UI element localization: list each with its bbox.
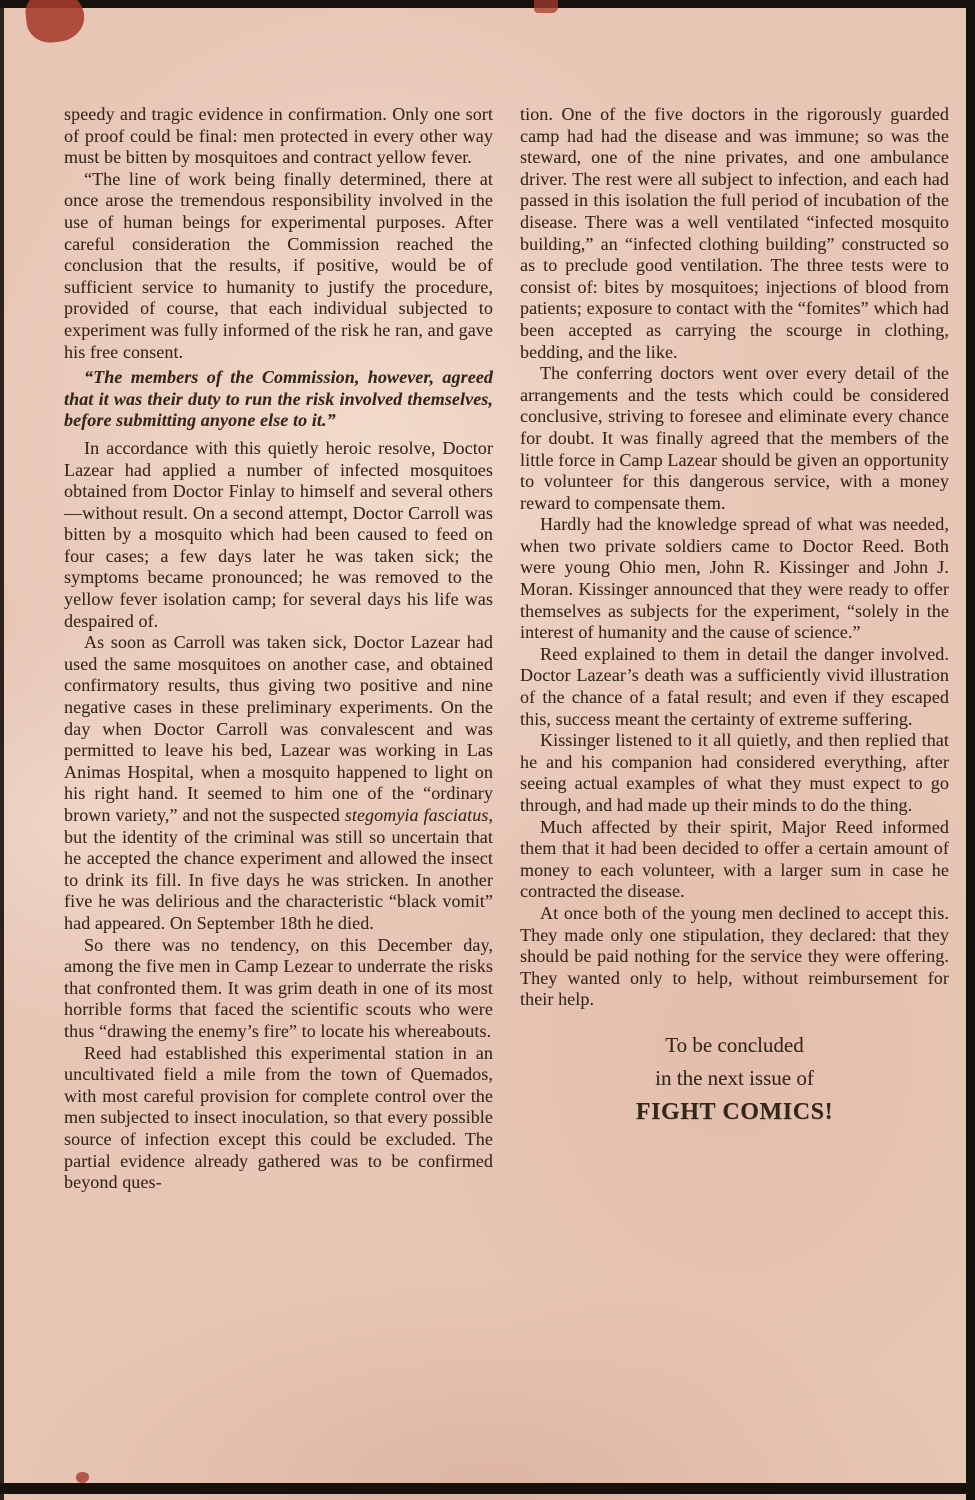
paragraph: Reed explained to them in detail the danger involved. Doctor Lazear’s death was a sufficiently vivid illustration of the chance of a fatal result; and even if they escaped this, success meant the certainty of extreme suffering.	[520, 643, 949, 729]
paragraph: tion. One of the five doctors in the rigorously guarded camp had had the disease and was immune; so was the steward, one of the nine privates, and one ambulance driver. The rest were all subject to infection, and each had passed in this isolation the full period of incubation of the disease. There was a well ventilated “infected mosquito building,” an “infected clothing building” constructed so as to preclude good ventilation. The three tests were to consist of: bites by mosquitoes; injections of blood from patients; exposure to contact with the “fomites” which had been accepted as carrying the scourge in clothing, bedding, and the like.	[520, 104, 949, 362]
paragraph: The conferring doctors went over every detail of the arrangements and the tests which could be considered conclusive, striving to foresee and eliminate every chance for doubt. It was finally agreed that the members of the little force in Camp Lazear should be given an opportunity to volunteer for this dangerous service, with a money reward to compensate them.	[520, 363, 949, 513]
paragraph: speedy and tragic evidence in confirmation. Only one sort of proof could be final: men protected in every other way must be bitten by mosquitoes and contract yellow fever.	[64, 104, 493, 168]
right-paragraphs	[520, 104, 949, 1011]
paragraph: In accordance with this quietly heroic resolve, Doctor Lazear had applied a number of infected mosquitoes obtained from Doctor Finlay to himself and several others—without result. On a second attempt, Doctor Carroll was bitten by a mosquito which had been caused to feed on four cases; a few days later he was taken sick; the symptoms became pronounced; he was removed to the yellow fever isolation camp; for several days his life was despaired of.	[64, 437, 493, 631]
text-segment: , but the identity of the criminal was still so uncertain that he accepted the chance experiment and allowed the insect to drink its fill. In five days he was stricken. In another five he was delirious and the characteristic “black vomit” had appeared. On September 18th he died.	[64, 805, 494, 933]
paragraph: Much affected by their spirit, Major Reed informed them that it had been decided to offer a certain amount of money to each volunteer, with a larger sum in case he contracted the disease.	[520, 816, 949, 902]
ink-smudge	[76, 1472, 89, 1483]
comic-title: FIGHT COMICS!	[635, 1098, 834, 1125]
italic-term: stegomyia fasciatus	[344, 805, 489, 825]
paragraph: So there was no tendency, on this December day, among the five men in Camp Lezear to underrate the risks that confronted them. It was grim death in one of its most horrible forms that faced the scientific scouts who were thus “drawing the enemy’s fire” to locate his whereabouts.	[64, 934, 493, 1041]
paragraph: “The members of the Commission, however, agreed that it was their duty to run the risk involved themselves, before submitting anyone else to it.”	[64, 367, 493, 431]
panel-border-bottom	[0, 1483, 975, 1494]
footer-line-1: To be concluded	[665, 1032, 804, 1057]
right-column	[520, 104, 949, 1194]
paragraph: Kissinger listened to it all quietly, and then replied that he and his companion had considered everything, after seeing actual examples of what they must expect to go through, and had made up their minds to do the thing.	[520, 730, 949, 815]
next-issue-notice	[520, 1029, 949, 1130]
paragraph: Reed had established this experimental station in an uncultivated field a mile from the town of Quemados, with most careful provision for complete control over the men subjected to insect inoculation, so that every possible source of infection except this could be excluded. The partial evidence already gathered was to be confirmed beyond ques-	[64, 1042, 493, 1193]
text-segment: As soon as Carroll was taken sick, Doctor Lazear had used the same mosquitoes on another case, and obtained confirmatory results, thus giving two positive and nine negative cases in these preliminary experiments. On the day when Doctor Carroll was convalescent and was permitted to leave his bed, Lazear was working in Las Animas Hospital, when a mosquito happened to light on his right hand. It seemed to him one of the “ordinary brown variety,” and not the suspected	[64, 632, 493, 825]
paragraph: Hardly had the knowledge spread of what was needed, when two private soldiers came to Doctor Reed. Both were young Ohio men, John R. Kissinger and John J. Moran. Kissinger announced that they were ready to offer themselves as subjects for the experiment, “solely in the interest of humanity and the cause of science.”	[520, 514, 949, 643]
left-column	[64, 104, 493, 1194]
paragraph	[64, 632, 493, 934]
paragraph: “The line of work being finally determined, there at once arose the tremendous responsibility involved in the use of human beings for experimental purposes. After careful consideration the Commission reached the conclusion that the results, if positive, would be of sufficient service to humanity to justify the procedure, provided of course, that each individual subjected to experiment was fully informed of the risk he ran, and gave his free consent.	[64, 168, 493, 362]
paragraph: At once both of the young men declined to accept this. They made only one stipulation, they declared: that they should be paid nothing for the service they were offering. They wanted only to help, without reimbursement for their help.	[520, 902, 949, 1010]
footer-line-2: in the next issue of	[655, 1065, 814, 1090]
left-paragraphs	[64, 104, 493, 1194]
